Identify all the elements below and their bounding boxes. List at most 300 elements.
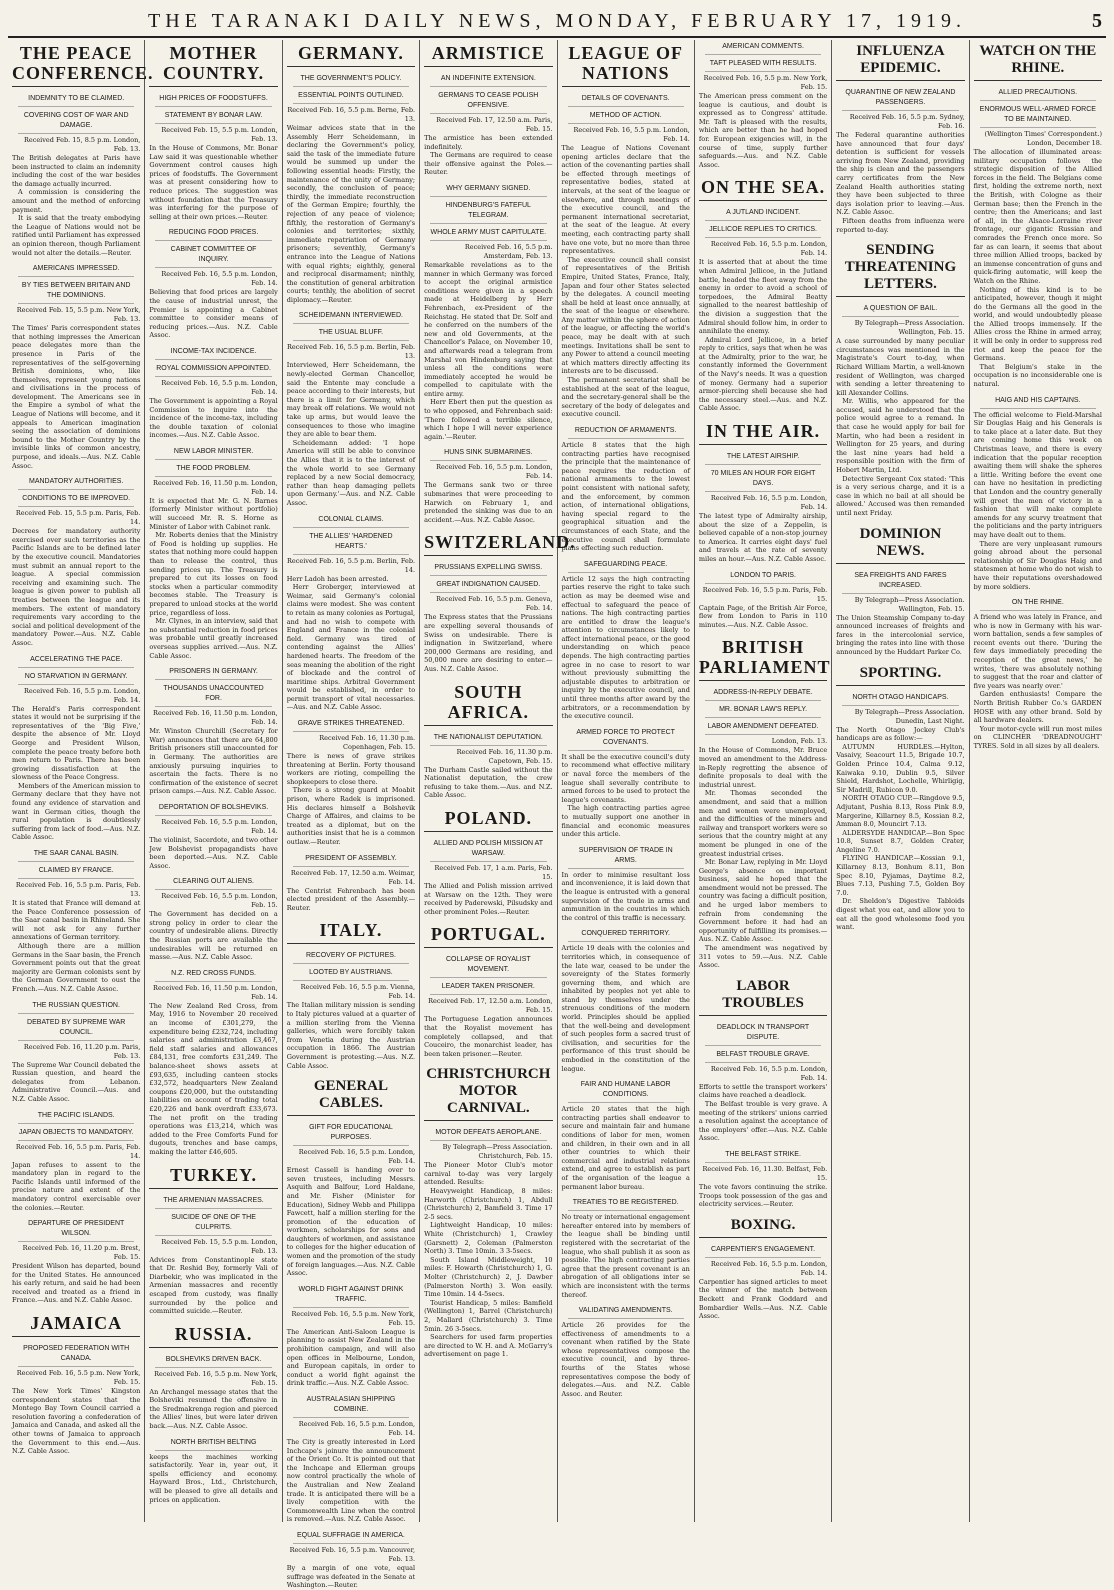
article-subheading: CARPENTIER'S ENGAGEMENT.: [705, 1243, 821, 1258]
article-subheading: JAPAN OBJECTS TO MANDATORY.: [18, 1126, 134, 1141]
article-paragraph: Japan refuses to assent to the mandatory plan in regard to the Pacific Islands until informed of the precise nature and extent of the mandatory control exercisable over the colonies.—Reuter.: [12, 1160, 141, 1212]
section: [424, 679, 552, 726]
article: [424, 837, 552, 916]
article-dateline: Received Feb. 17, 1 a.m. Paris, Feb. 15.: [434, 863, 553, 881]
section-headline: ITALY.: [287, 917, 415, 944]
article-dateline: Received Feb. 16, 11.50 p.m. London, Feb. 14.: [153, 478, 278, 496]
article-dateline: Received Feb. 16, 5.5 p.m. Paris, Feb. 14.: [15, 1142, 141, 1160]
section: [424, 805, 552, 832]
article: [149, 665, 277, 796]
article-paragraph: Herr Ebert then put the question as to who opposed, and Fehrenbach said: 'There followed a terrible silence, which I hope I will never experience again.'—Reuter.: [424, 398, 553, 441]
article-subheading: ALLIED PRECAUTIONS.: [980, 86, 1096, 101]
article-paragraph: In the House of Commons, Mr. Bonar Law said it was questionable whether Government control causes high prices of foodstuffs. The Government was at present considering how to reduce prices. The suggestion was without foundation that the Treasury was interfering for the purpose of selling at their own prices.—Reuter.: [149, 144, 278, 221]
article-paragraph: Mr. Winston Churchill (Secretary for War) announces that there are 64,800 British prisoners still unaccounted for in Germany. The authorities are anxiously pursuing inquiries to ascertain the facts. There is no confirmation of the existence of secret prison camps.—Aus. N.Z. Cable Assoc.: [149, 727, 278, 796]
article-paragraph: Your motor-cycle will run most miles on CLINCHER 'DREADNOUGHT' TYRES. Sold in all sizes by all dealers.: [973, 724, 1102, 750]
article: [149, 1436, 277, 1505]
article-paragraph: The Government is appointing a Royal Commission to inquire into the incidence of the income-tax, including the double taxation of colonial incomes.—Aus. N.Z. Cable Assoc.: [149, 396, 278, 440]
article-subheading: LABOR AMENDMENT DEFEATED.: [705, 720, 821, 735]
article-paragraph: Ernest Cassell is handing over to seven trustees, including Messrs. Asquith and Balfour, Lord Haldane, and Mr. Fisher (Minister for Education), Sidney Webb and Philippa Fawcett, half a million sterling for the promotion of the education of workmen, scholarships for sons and daughters of workmen, and assistance to colleges for the higher education of women and the promotion of the study of foreign languages.—Aus. N.Z. Cable Assoc.: [286, 1166, 416, 1278]
article: [424, 1126, 552, 1359]
section-headline: IN THE AIR.: [699, 418, 827, 445]
article-dateline: Received Feb. 16, 5.5 p.m. London, Feb. 14.: [710, 494, 828, 512]
article-paragraph: The Supreme War Council debated the Russian question, and heard the delegates from Lebanon. Administrative Council.—Aus. and N.Z. Cable Assoc.: [12, 1060, 141, 1103]
article-subheading: JELLICOE REPLIES TO CRITICS.: [705, 223, 821, 238]
section-headline: TURKEY.: [149, 1162, 277, 1189]
article: [287, 1529, 415, 1590]
article-subheading: ADDRESS-IN-REPLY DEBATE.: [705, 686, 821, 701]
article-subheading: GRAVE STRIKES THREATENED.: [293, 717, 409, 732]
section: [12, 40, 154, 87]
article-dateline: Received Feb. 16, 5.5 p.m. Paris, Feb. 15.: [702, 585, 828, 603]
article-dateline: Received Feb. 16, 5.5 p.m. Berlin, Feb. 13.: [287, 343, 416, 361]
article-subheading: EQUAL SUFFRAGE IN AMERICA.: [293, 1529, 409, 1544]
article-subheading: DEBATED BY SUPREME WAR COUNCIL.: [18, 1016, 134, 1041]
article-dateline: Received Feb. 16, 11.50 p.m. London, Feb. 14.: [153, 709, 278, 727]
article-paragraph: Article 20 states that the high contracting parties shall endeavor to secure and maintain fair and humane conditions of labor for men, women and children, in their own and in all other countries to which their commercial and industrial relations extend, and agree to establish as part of the organisation of the league a permanent labor bureau.: [561, 1105, 690, 1191]
article: [149, 875, 277, 962]
article-dateline: Received Feb. 16, 5.5 p.m. Vienna, Feb. 14.: [300, 983, 416, 1001]
article-subheading: REDUCING FOOD PRICES.: [155, 226, 271, 241]
article-paragraph: Heavyweight Handicap, 8 miles: Harworth (Christchurch) 1, Abdull (Christchurch) 2, Bamfield 3. Time 17 2-5 secs.: [424, 1187, 553, 1221]
article-paragraph: Mr. Bonar Law, replying in Mr. Lloyd George's absence on important business, said he hoped that the amendment would not be pressed. The country was facing a difficult position, and he urged labor members to refrain from condemning the Government before it had had an opportunity of fulfilling its promises.—Aus. N.Z. Cable Assoc.: [698, 858, 828, 944]
article-subheading: NEW LABOR MINISTER.: [155, 445, 271, 460]
article-subheading: ACCELERATING THE PACE.: [18, 653, 134, 668]
article-paragraph: The Herald's Paris correspondent states it would not be surprising if the representatives of the 'Big Five,' despite the absence of Mr. Lloyd George and President Wilson, complete the peace treaty before both men return to Paris. There has been growing dissatisfaction at the slowness of the Peace Congress.: [12, 704, 141, 782]
section: [836, 239, 964, 297]
article: [424, 182, 552, 441]
article: [287, 72, 415, 304]
article-dateline: Received Feb. 15, 8.5 p.m. London, Feb. 13.: [23, 136, 141, 153]
article-subheading: TAFT PLEASED WITH RESULTS.: [705, 57, 821, 72]
article-subheading: AMERICAN COMMENTS.: [705, 40, 821, 55]
article-subheading: SAFEGUARDING PEACE.: [568, 558, 684, 573]
article-paragraph: Captain Page, of the British Air Force, flew from London to Paris in 110 minutes.—Aus. N.Z. Cable Assoc.: [698, 603, 828, 629]
article: [699, 569, 827, 630]
article-subheading: REDUCTION OF ARMAMENTS.: [568, 424, 684, 439]
article-subheading: THE ARMENIAN MASSACRES.: [155, 1194, 271, 1209]
article-subheading: COLLAPSE OF ROYALIST MOVEMENT.: [430, 953, 546, 978]
article-subheading: NORTH OTAGO HANDICAPS.: [842, 691, 958, 706]
article-paragraph: In the House of Commons, Mr. Bruce moved an amendment to the Address-in-Reply regretting the absence of definite proposals to deal with the industrial unrest.: [698, 746, 828, 789]
article-subheading: COLONIAL CLAIMS.: [293, 513, 409, 528]
article-dateline: Received Feb. 16, 5.5 p.m. New York, Feb. 15.: [291, 1309, 416, 1327]
article-subheading: ESSENTIAL POINTS OUTLINED.: [293, 89, 409, 104]
article: [974, 596, 1102, 751]
article-paragraph: It is stated that France will demand at the Peace Conference possession of the Saar canal basin in Rhineland. She will not ask for any further annexations of German territory.: [12, 899, 141, 942]
article-subheading: DEPARTURE OF PRESIDENT WILSON.: [18, 1217, 134, 1242]
article-dateline: Received Feb. 16, 11.50 p.m. London, Feb. 14.: [153, 983, 278, 1001]
section-headline: RUSSIA.: [149, 1321, 277, 1348]
section-headline: GENERAL CABLES.: [287, 1075, 415, 1116]
article: [424, 561, 552, 673]
article: [562, 1304, 690, 1398]
article: [699, 686, 827, 969]
section: [836, 662, 964, 686]
article-paragraph: Nothing of this kind is to be anticipated, however, though it might do the Germans all the good in the world, and would undoubtedly please the Allied troops immensely. If the Allies cross the Rhine in armed array, it will be only in order to suppress red riot and keep the peace for the Germans.: [973, 285, 1102, 363]
article-dateline: Received Feb. 16, 11.20 p.m. Brest, Feb. 15.: [22, 1244, 141, 1262]
article-subheading: CABINET COMMITTEE OF INQUIRY.: [155, 243, 271, 268]
column-4: [420, 40, 576, 1522]
section: [287, 40, 415, 67]
article-dateline: Received Feb. 16, 5.5 p.m. London, Feb. 15.: [161, 892, 278, 910]
section: [424, 1063, 552, 1121]
article-subheading: N.Z. RED CROSS FUNDS.: [155, 967, 271, 982]
article-dateline: Received Feb. 16, 11.30 p.m. Copenhagen, Feb. 15.: [319, 734, 416, 752]
article: [287, 513, 415, 713]
section-headline: DOMINION NEWS.: [836, 523, 964, 564]
article-paragraph: Decrees for mandatory authority exercised over such territories as the Pacific Islands are to be defined later by the executive council. Mandatories must submit an annual report to the league. A special commission receiving and examining such. The league is given power to publish all treaties between the league and its members. The extent of mandatory requirements vary according to the social and political development of the mandatory Power.—Aus. N.Z. Cable Assoc.: [12, 527, 141, 647]
article-paragraph: The Express states that the Prussians are expelling several thousands of Swiss on undesirable. There is indignation in Switzerland, where 200,000 Germans are residing, and 50,000 more are desiring to enter.—Aus. N.Z. Cable Assoc.: [424, 613, 553, 673]
section: [562, 40, 690, 87]
article: [562, 424, 690, 553]
article: [974, 394, 1102, 591]
section: [974, 40, 1102, 81]
article-subheading: ROYAL COMMISSION APPOINTED.: [155, 362, 271, 377]
article-paragraph: Believing that food prices are largely the cause of industrial unrest, the Premier is appointing a Cabinet committee to consider means of reducing prices.—Aus. N.Z. Cable Assoc.: [149, 288, 278, 340]
article-paragraph: The Germans are required to cease their offensive against the Poles.—Reuter.: [424, 151, 553, 177]
article-subheading: WHY GERMANY SIGNED.: [430, 182, 546, 197]
article-dateline: Received Feb. 16, 5.5 p.m. Vancouver, Feb. 13.: [289, 1545, 416, 1563]
section: [424, 529, 576, 556]
section: [699, 174, 827, 201]
section-headline: MOTHER COUNTRY.: [149, 40, 277, 87]
article-paragraph: The violinist, Sacerdote, and two other Jew Bolshevist propagandists have been deported.—Aus. N.Z. Cable Assoc.: [149, 835, 278, 870]
article: [287, 949, 415, 1070]
section: [698, 634, 831, 681]
article-subheading: SCHEIDEMANN INTERVIEWED.: [293, 309, 409, 324]
article-paragraph: The Federal quarantine authorities have announced that four days' detention is sufficient for vessels arriving from New Zealand, providing the ship is clean and the passengers carry certificates from the New Zealand Health authorities stating they have been subjected to three days isolation prior to leaving.—Aus. N.Z. Cable Assoc.: [836, 131, 965, 217]
section: [287, 917, 415, 944]
article-paragraph: The Government has decided on a strong policy in order to clear the country of undesirable aliens. Directly the Russian ports are available the undesirables will be returned en masse.—Aus. N.Z. Cable Assoc.: [149, 910, 278, 962]
section-headline: BOXING.: [699, 1214, 827, 1238]
article-paragraph: The New Zealand Red Cross, from May, 1916 to November 20 received an income of £301,279, the expenditure being £232,724, including salaries and administration £3,467, field staff salaries and allowances £84,131, free comforts £31,249. The balance-sheet shows assets at £93,635, including canteen stocks £32,572, headquarters New Zealand coupons £20,000, but the outstanding liabilities on account of trading total £20,226 and bank overdraft £33,673. The net profit on the trading operations was £13,214, which was added to the Free Comforts Fund for dugouts, trenches and base camps, making the latter £46,605.: [149, 1001, 278, 1156]
article-paragraph: The allocation of illuminated areas: military occupation follows the strategic disposition of the Allied forces in the field. The Belgians come first, holding the extreme north, next the British, with Cologne as their German base; then the French in the centre; then the Americans; and last of all, in the Alsace-Lorraine river frontage, our gigantic Russian and comrades the French once more. So far as can learn, it seems that about three million Allied troops, backed by an immense concentration of guns and quick-firing automatic, will keep the Watch on the Rhine.: [973, 148, 1102, 285]
article-dateline: By Telegraph—Press Association. Wellington, Feb. 15.: [854, 319, 965, 337]
article-paragraph: The City is greatly interested in Lord Inchcape's joinure the announcement of the Orient Co. It is pointed out that the Inchcape and Ellerman groups now control practically the whole of the Australian and New Zealand trade. It is anticipated there will be a lively competition with the Commonwealth Line when the control is removed.—Aus. N.Z. Cable Assoc.: [286, 1438, 416, 1524]
article: [424, 72, 552, 177]
article-subheading: THE USUAL BLUFF.: [293, 326, 409, 341]
article-subheading: A QUESTION OF BAIL.: [842, 302, 958, 317]
article-paragraph: keeps the machines working satisfactorily. Year in, year out, it spells efficiency and economy. Hayward Bros., Ltd., Christchurch, will be pleased to give all details and prices on application.: [149, 1452, 278, 1504]
article-subheading: PRESIDENT OF ASSEMBLY.: [293, 852, 409, 867]
article-paragraph: The amendment was negatived by 311 votes to 59.—Aus. N.Z. Cable Assoc.: [698, 944, 828, 970]
article: [149, 967, 277, 1157]
article-paragraph: Herr Groberger, interviewed at Weimar, said Germany's colonial claims were modest. She was content to retain as many colonies as Portugal, and had no wish to compete with England and France in the colonial field. Germany was tired of contending against the Allies' hardened hearts. The freedom of the seas meaning the abolition of the right of blockade and the control of maritime ships. Arbitral Government would be established, in order to permit transport of vital necessaries.—Aus. and N.Z. Cable Assoc.: [286, 583, 416, 712]
article-paragraph: Tourist Handicap, 5 miles: Bamfield (Wellington) 1, Barrel (Christchurch) 2, Mallard (Christchurch) 3. Time 5min. 26 3-5secs.: [424, 1298, 553, 1333]
article-paragraph: FLYING HANDICAP.—Kossian 9.1, Killarney 8.13, Bonhum 8.11, Bon Spec 8.10, Pyjamas, Daytime 8.2, Blues 7.13, Pushing 7.5, Golden Boy 7.0.: [836, 854, 965, 897]
article-paragraph: A commission is considering the amount and the method of enforcing payment.: [12, 188, 141, 214]
article-dateline: By Telegraph—Press Association. Christchurch, Feb. 15.: [442, 1143, 553, 1161]
article-subheading: INDEMNITY TO BE CLAIMED.: [18, 92, 134, 107]
article-paragraph: The North Otago Jockey Club's handicaps are as follow:—: [836, 725, 965, 743]
column-2: [145, 40, 282, 1522]
article-dateline: Received Feb. 16, 5.5 p.m. London, Feb. 14.: [710, 240, 828, 258]
article-paragraph: By a margin of one vote, equal suffrage was defeated in the Senate at Washington.—Reuter.: [286, 1563, 416, 1590]
article-subheading: DEADLOCK IN TRANSPORT DISPUTE.: [705, 1021, 821, 1046]
article-paragraph: The Times' Paris correspondent states that nothing impresses the American peace delegates more than the presence in Paris of the representatives of the self-governing British dominions, who, like themselves, represent young nations and civilisations in the process of development. The Americans see in the Empire a symbol of what the League of Nations will become, and it appeals to American imagination seeing the association of dominions bound to the Mother Country by the invisible links of common ancestry, purpose, and ideals.—Aus. N.Z. Cable Assoc.: [12, 324, 141, 470]
article-paragraph: Lightweight Handicap, 10 miles: White (Christchurch) 1, Crawley (Garsnett) 2, Coleman (Palmerston North) 3. Time 10min. 3 3-5secs.: [424, 1221, 553, 1256]
section-headline: LEAGUE OF NATIONS: [562, 40, 690, 87]
article: [12, 653, 140, 843]
section: [836, 523, 964, 564]
article: [12, 262, 140, 470]
article-subheading: DEPORTATION OF BOLSHEVIKS.: [155, 801, 271, 816]
article: [12, 999, 140, 1104]
article-paragraph: The armistice has been extended indefinitely.: [424, 134, 553, 151]
article-subheading: NORTH BRITISH BELTING: [155, 1436, 271, 1451]
article: [562, 92, 690, 419]
article-paragraph: There is a strong guard at Moabit prison, where Radek is imprisoned. His declares himself a Bolshevik Charge of Affaires, and claims to be treated as a diplomat, but on the authorities insist that he is a common outlaw.—Reuter.: [286, 786, 416, 846]
article: [836, 569, 964, 657]
article-paragraph: ALDERSYDE HANDICAP.—Bon Spec 10.8, Sunset 8.7, Golden Crater, Angeline 7.0.: [836, 828, 965, 854]
column-7: [832, 40, 969, 1522]
section: [287, 1075, 415, 1116]
article-subheading: BOLSHEVIKS DRIVEN BACK.: [155, 1353, 271, 1368]
article-paragraph: In order to minimise resultant loss and inconvenience, it is laid down that the league is entrusted with a general supervision of the trade in arms and ammunition in the countries in which the control of this traffic is necessary.: [561, 870, 690, 922]
article-paragraph: Members of the American mission to Germany declare that they have not found any evidence of starvation and want in German cities, though the rural population is doubtlessly suffering from lack of food.—Aus. N.Z. Cable Assoc.: [12, 781, 141, 842]
newspaper-columns: [8, 40, 1106, 1590]
column-8: [970, 40, 1106, 1522]
article-dateline: Received Feb. 16, 5.5 p.m. Berlin, Feb. 14.: [287, 556, 416, 574]
article-dateline: Received Feb. 16, 5.5 p.m. London, Feb. 14.: [436, 463, 553, 481]
article-subheading: WHOLE ARMY MUST CAPITULATE.: [430, 226, 546, 241]
article-dateline: Received Feb. 16, 5.5 p.m. New York, Feb. 15.: [16, 1369, 141, 1387]
article-dateline: Received Feb. 17, 12.50 a.m. Weimar, Feb. 14.: [290, 868, 416, 886]
article-subheading: MANDATORY AUTHORITIES.: [18, 475, 134, 490]
article-paragraph: The Germans sank two or three submarines that were proceeding to Harwich on February 1, and pretended the sinking was due to an accident.—Aus. N.Z. Cable Assoc.: [424, 481, 553, 524]
article-subheading: GREAT INDIGNATION CAUSED.: [430, 578, 546, 593]
article: [287, 1393, 415, 1524]
article-subheading: STATEMENT BY BONAR LAW.: [155, 109, 271, 124]
article-subheading: THOUSANDS UNACCOUNTED FOR.: [155, 682, 271, 707]
section-headline: INFLUENZA EPIDEMIC.: [836, 40, 964, 81]
article: [12, 92, 140, 257]
article-paragraph: Mr. Roberts denies that the Ministry of Food is holding up supplies. He states that nothing more could happen than to release the control, thus sending prices up. The Treasury is prepared to cut its losses on food stocks when a particular commodity becomes stable. The Treasury is prepared to unload stocks at the world price, regardless of loss.: [149, 531, 278, 617]
article-subheading: COVERING COST OF WAR AND DAMAGE.: [18, 109, 134, 134]
article-paragraph: Mr. Thomas seconded the amendment, and said that a million men and women were unemployed, and the difficulties of the miners and railway and transport workers were so serious that the country might at any moment be plunged in one of the greatest industrial crises.: [698, 789, 828, 858]
article-subheading: TREATIES TO BE REGISTERED.: [568, 1196, 684, 1211]
article: [149, 92, 277, 221]
section: [12, 1310, 140, 1337]
article-paragraph: Mr. Willis, who appeared for the accused, said he understood that the police would agree to a remand. In that case he would apply for bail for Martin, who had been a resident in Wellington for 25 years, and during the last nine years had held a responsible position with the firm of Hobert Martin, Ltd.: [836, 397, 965, 475]
article-dateline: Received Feb. 16, 5.5 p.m. Sydney, Feb. 16.: [849, 113, 965, 130]
article-paragraph: Efforts to settle the transport workers' claims have reached a deadlock.: [698, 1082, 828, 1100]
article-paragraph: Weimar advices state that in the Assembly Herr Scheidemann, in declaring the Government's policy, said the task of the immediate future would be summed up under the following essential heads: Firstly, the maintenance of the unity of Germany; secondly, the conclusion of peace; thirdly, the immediate reconstruction of the German Empire; fourthly, the rejection of any peace of violence; fifthly, the restoration of Germany's colonies and territories; sixthly, immediate repatriation of Germany prisoners; seventhly, Germany's entrance into the League of Nations with equal rights; eighthly, general and reciprocal disarmament; ninthly, the constitution of general arbitration courts; tenthly, the abolition of secret diplomacy.—Reuter.: [286, 124, 416, 304]
section-headline: SWITZERLAND.: [424, 529, 552, 556]
article-subheading: ALLIED AND POLISH MISSION AT WARSAW.: [430, 837, 546, 862]
section-headline: THE PEACE CONFERENCE.: [12, 40, 140, 87]
article-subheading: THE BELFAST STRIKE.: [705, 1148, 821, 1163]
article: [12, 1109, 140, 1213]
article: [287, 852, 415, 913]
article-dateline: Received Feb. 16, 5.5 p.m. London, Feb. 14.: [573, 126, 690, 143]
article-dateline: Received Feb. 16, 5.5 p.m. Paris, Feb. 13.: [15, 881, 141, 899]
article-paragraph: South Island Middleweight, 10 miles: F. Howarth (Christchurch) 1, G. Molter (Christchurch) 2, J. Dawber (Palmerston North) 3. Won easily. Time 10min. 14 4-5secs.: [424, 1255, 553, 1299]
article-subheading: THE FOOD PROBLEM.: [155, 462, 271, 477]
article-dateline: By Telegraph—Press Association. Wellington, Feb. 15.: [854, 595, 965, 613]
article-dateline: Received Feb. 15, 5.5 p.m. London, Feb. 13.: [161, 1237, 278, 1255]
article-subheading: PRUSSIANS EXPELLING SWISS.: [430, 561, 546, 576]
section-headline: ARMISTICE: [424, 40, 552, 67]
article-paragraph: President Wilson has departed, bound for the United States. He announced his early return, and said he had been received and treated as a friend in France.—Aus. and N.Z. Cable Assoc.: [12, 1262, 141, 1305]
section: [424, 40, 552, 67]
section-headline: PORTUGAL.: [424, 921, 552, 948]
article-subheading: QUARANTINE OF NEW ZEALAND PASSENGERS.: [842, 86, 958, 111]
article: [287, 309, 415, 507]
article-dateline: By Telegraph—Press Association. Dunedin, Last Night.: [854, 707, 965, 725]
article: [424, 953, 552, 1058]
article-paragraph: Article 26 provides for the effectiveness of amendments to a covenant when ratified by the State whose representatives compose the executive council, and by three-fourths of the States whose representatives compose the body of delegates.—Aus. and N.Z. Cable Assoc. and Reuter.: [561, 1321, 690, 1398]
article-subheading: THE GOVERNMENT'S POLICY.: [293, 72, 409, 87]
article-subheading: SUPERVISION OF TRADE IN ARMS.: [568, 844, 684, 869]
article: [287, 717, 415, 847]
article-paragraph: The American press comment on the league is cautious, and doubt is expressed as to Congress' attitude. Mr. Taft is pleased with the results, which are better than he had hoped for. European exigencies will, in the course of time, supply further safeguards.—Aus. and N.Z. Cable Assoc.: [698, 92, 828, 169]
article-subheading: CONQUERED TERRITORY.: [568, 927, 684, 942]
article-subheading: CONDITIONS TO BE IMPROVED.: [18, 492, 134, 507]
article: [12, 475, 140, 647]
article-paragraph: Article 8 states that the high contracting parties have recognised the principle that the maintenance of peace requires the reduction of national armaments to the lowest point consistent with national safety, and the enforcement, by common action, of international obligations, having special regard to the geographical situation and the circumstances of each State, and the executive council shall formulate plans effecting such reduction.: [561, 441, 690, 553]
article-subheading: ON THE RHINE.: [980, 596, 1096, 611]
article: [149, 1353, 277, 1431]
article-paragraph: The Allied and Polish mission arrived at Warsaw on the 12th. They were received by Paderewski, Pilsudsky and other prominent Poles.—Reuter.: [424, 881, 553, 916]
article-paragraph: The high contracting parties agree to mutually support one another in financial and economic measures under this article.: [561, 804, 690, 839]
article-paragraph: It is asserted that at about the time when Admiral Jellicoe, in the Jutland battle, headed the fleet away from the enemy in order to avoid a school of torpedoes, the Admiral Beatty signalled to the nearest battleship of the division a suggestion that the Admiral should follow him, in order to annihilate the enemy.: [698, 258, 828, 336]
article-dateline: Received Feb. 16, 11.30 p.m. Capetown, Feb. 15.: [456, 747, 553, 765]
article: [149, 801, 277, 870]
article: [699, 450, 827, 564]
article: [562, 844, 690, 923]
article-subheading: RECOVERY OF PICTURES.: [293, 949, 409, 964]
article-subheading: HINDENBURG'S FATEFUL TELEGRAM.: [430, 199, 546, 224]
article-subheading: HUNS SINK SUBMARINES.: [430, 446, 546, 461]
article-paragraph: Herr Ladoh has been arrested.: [286, 574, 389, 583]
article-dateline: Received Feb. 16, 5.5 p.m. New York, Feb. 15.: [154, 1369, 278, 1387]
article-subheading: HIGH PRICES OF FOODSTUFFS.: [155, 92, 271, 107]
article: [974, 86, 1102, 389]
article-subheading: NO STARVATION IN GERMANY.: [18, 670, 134, 685]
article-paragraph: Scheidemann added: 'I hope America will still be able to convince the Allies that it is to the interest of the whole world to see Germany replaced by a new Social democracy, rather than heap damaging pellets upon Germany.'—Aus. and N.Z. Cable Assoc.: [286, 438, 416, 507]
article-paragraph: The Union Steamship Company to-day announced increases of freights and fares in the intercolonial service, bringing the rates into line with those announced by the Huddart Parker Co.: [836, 613, 965, 656]
article-dateline: Received Feb. 15, 5.5 p.m. New York, Feb. 13.: [16, 306, 141, 324]
article-paragraph: Although there are a million Germans in the Saar basin, the French Government points out that the great majority are German colonists sent by the German Government to oust the French.—Aus. N.Z. Cable Assoc.: [12, 942, 141, 993]
article-paragraph: The Belfast trouble is very grave. A meeting of the strikers' unions carried a resolution against the acceptance of the employers' offer.—Aus. N.Z. Cable Assoc.: [698, 1100, 828, 1143]
article-paragraph: AUTUMN HURDLES.—Hylton, Vasaivy, Seacourt 11.5, Brigade 10.7, Golden Prince 10.4, Calma 9.12, Kaiwaka 9.10, Dublin 9.5, Silver Shield, Hardshot, Lochelle, Whirligig, Sir Madrill, Rubicon 9.0.: [836, 742, 965, 794]
article-subheading: AUSTRALASIAN SHIPPING COMBINE.: [293, 1393, 409, 1418]
column-6: [695, 40, 832, 1522]
article-paragraph: It shall be the executive council's duty to recommend what effective military or naval force the members of the league shall severally contribute to armed forces to be used to protect the league's covenants.: [561, 752, 690, 804]
article-subheading: MR. BONAR LAW'S REPLY.: [705, 703, 821, 718]
article-subheading: LONDON TO PARIS.: [705, 569, 821, 584]
article-subheading: LEADER TAKEN PRISONER.: [430, 980, 546, 995]
article-dateline: (Wellington Times' Correspondent.) London, December 18.: [984, 130, 1102, 147]
article: [424, 446, 552, 524]
article-paragraph: Article 19 deals with the colonies and territories which, in consequence of the late war, ceased to be under the sovereignty of the States formerly governing them, and which are inhabited by peoples not yet able to stand by themselves under the strenuous conditions of the modern world. Principles should be applied that the well-being and development of such peoples form a sacred trust of civilisation, and securities for the performance of this trust should be embodied in the constitution of the league.: [561, 944, 690, 1073]
article-dateline: Received Feb. 16, 5.5 p.m. London, Feb. 14.: [298, 1148, 416, 1166]
article-subheading: ENORMOUS WELL-ARMED FORCE TO BE MAINTAINED.: [980, 103, 1096, 128]
article-paragraph: The British delegates at Paris have been instructed to claim an indemnity including the cost of the war besides the damage actually incurred.: [12, 154, 141, 188]
article-paragraph: The Pioneer Motor Club's motor carnival to-day was very largely attended. Results:: [424, 1161, 553, 1187]
section-headline: ON THE SEA.: [699, 174, 827, 201]
article-paragraph: There are very unpleasant rumours going abroad about the personal relationship of Sir Douglas Haig and statesmen at home who do not wish to have their reputations overshadowed by more soldiers.: [973, 539, 1102, 591]
article-dateline: Received Feb. 17, 12.50 a.m. London, Feb. 15.: [428, 997, 553, 1015]
article-paragraph: The vote favors continuing the strike. Troops took possession of the gas and electricity services.—Reuter.: [698, 1182, 828, 1209]
article-subheading: BY TIES BETWEEN BRITAIN AND THE DOMINIONS.: [18, 279, 134, 304]
article-dateline: Received Feb. 16, 5.5 p.m. London, Feb. 14.: [161, 270, 278, 288]
section-headline: LABOR TROUBLES: [699, 975, 827, 1016]
article-paragraph: The latest type of Admiralty airship, about the size of a Zeppelin, is believed capable of a non-stop journey to America. It carries eight days' fuel and travels at the rate of seventy miles an hour.—Aus. N.Z. Cable Assoc.: [698, 512, 828, 563]
column-1: [8, 40, 154, 1522]
article: [562, 558, 690, 721]
article-paragraph: There is news of grave strikes threatening at Berlin. Forty thousand workers are rioting, compelling the shopkeepers to close there.: [286, 752, 416, 786]
article: [12, 1342, 140, 1456]
section-headline: WATCH ON THE RHINE.: [974, 40, 1102, 81]
article-paragraph: Garden enthusiasts! Compare the North British Rubber Co.'s GARDEN HOSE with any other brand. Sold by all hardware dealers.: [973, 690, 1102, 725]
section: [699, 975, 827, 1016]
section-headline: CHRISTCHURCH MOTOR CARNIVAL.: [424, 1063, 552, 1121]
article-subheading: AN INDEFINITE EXTENSION.: [430, 72, 546, 87]
article: [562, 726, 690, 839]
article-subheading: BELFAST TROUBLE GRAVE.: [705, 1048, 821, 1063]
article-paragraph: Remarkable revelations as to the manner in which Germany was forced to accept the original armistice conditions were given in a speech made at Heidelberg by Herr Fehrenbach, ex-President of the Reichstag. He stated that Dr. Solf and he conferred on the numbers of the new and old Governments, at the Chancellor's Palace, on November 10, and afterwards read a telegram from Marshal von Hindenburg saying that unless all the conditions were immediately accepted he would be compelled to capitulate with the entire army.: [424, 260, 553, 398]
article-paragraph: The Durham Castle sailed without the Nationalist deputation, the crew refusing to take them.—Aus. and N.Z. Cable Assoc.: [424, 765, 553, 800]
article-subheading: THE ALLIES' 'HARDENED HEARTS.': [293, 530, 409, 555]
article: [149, 226, 277, 340]
article-dateline: Received Feb. 16, 5.5 p.m. London, Feb. 14.: [298, 1420, 416, 1437]
article-subheading: DETAILS OF COVENANTS.: [568, 92, 684, 107]
article-paragraph: Advices from Constantinople state that Dr. Reshid Bey, formerly Vali of Diarbekir, who was implicated in the Armenian massacres and recently escaped from custody, was finally surrounded by the police and committed suicide.—Reuter.: [149, 1255, 278, 1316]
article: [149, 345, 277, 440]
section: [149, 1321, 277, 1348]
article-subheading: THE RUSSIAN QUESTION.: [18, 999, 134, 1014]
section: [149, 1162, 277, 1189]
article: [424, 731, 552, 800]
article-dateline: Received Feb. 16, 5.5 p.m. Amsterdam, Feb. 13.: [464, 242, 553, 260]
article: [836, 302, 964, 517]
section: [699, 418, 827, 445]
article: [12, 847, 140, 994]
article: [562, 1196, 690, 1299]
article-subheading: HAIG AND HIS CAPTAINS.: [980, 394, 1096, 409]
article-subheading: INCOME-TAX INCIDENCE.: [155, 345, 271, 360]
article: [562, 1078, 690, 1191]
article-paragraph: The permanent secretariat shall be established at the seat of the league, and the secretary-general shall be the secretary of the body of delegates and executive council.: [561, 376, 690, 419]
article-subheading: PRISONERS IN GERMANY.: [155, 665, 271, 680]
section-headline: SENDING THREATENING LETTERS.: [836, 239, 964, 297]
page-number: 5: [1092, 10, 1102, 32]
article: [836, 691, 964, 932]
article: [287, 1283, 415, 1388]
article-paragraph: Interviewed, Herr Scheidemann, the newly-elected German Chancellor, said the Entente may conclude a peace according to their interests, but there is a limit for Germany, which may break off relations. We would not take up arms, but would leave the consequences to those who imagine they are able to bear them.: [286, 361, 416, 439]
article-paragraph: It is said that the treaty embodying the League of Nations would not be ratified until Parliament has expressed an opinion thereon, though Parliament would not alter the details.—Reuter.: [12, 214, 141, 257]
article-subheading: AMERICANS IMPRESSED.: [18, 262, 134, 277]
article-paragraph: That Belgium's stake in the occupation is no inconsiderable one is natural.: [973, 362, 1102, 389]
article-subheading: PROPOSED FEDERATION WITH CANADA.: [18, 1342, 134, 1367]
article-dateline: Received Feb. 16, 5.5 p.m. London, Feb. 14.: [23, 686, 141, 704]
section-headline: BRITISH PARLIAMENT: [699, 634, 827, 681]
article-subheading: GERMANS TO CEASE POLISH OFFENSIVE.: [430, 89, 546, 114]
article-paragraph: The Italian military mission is sending to Italy pictures valued at a quarter of a million sterling from the Vienna galleries, which were forcibly taken from Venetia during the Austrian occupation in 1866. The Austrian Government is protesting.—Aus. N.Z. Cable Assoc.: [286, 1001, 416, 1070]
article-subheading: LOOTED BY AUSTRIANS.: [293, 966, 409, 981]
article-dateline: Received Feb. 16, 5.5 p.m. Geneva, Feb. 14.: [436, 595, 553, 613]
article-subheading: MOTOR DEFEATS AEROPLANE.: [430, 1126, 546, 1141]
article-dateline: Received Feb. 16, 5.5 p.m. London, Feb. 14.: [710, 1259, 828, 1277]
article-subheading: THE NATIONALIST DEPUTATION.: [430, 731, 546, 746]
article-paragraph: Article 12 says the high contracting parties reserve the right to take such action as may be deemed wise and effectual to safeguard the peace of nations. The high contracting parties are entitled to draw the league's attention to circumstances likely to affect international peace, or the good understanding on which peace depends. The high contracting parties agree in no case to resort to war without previously submitting the adjustable disputes to arbitration or inquiry by the executive council, and until three months after award by the arbitrators, or a recommendation by the executive council.: [561, 574, 690, 721]
article-dateline: Received Feb. 16, 5.5 p.m. London, Feb. 14.: [710, 1064, 828, 1082]
section: [836, 40, 964, 81]
article-dateline: Received Feb. 17, 12.50 a.m. Paris, Feb. 15.: [436, 116, 553, 133]
article-subheading: SEA FREIGHTS AND FARES INCREASED.: [842, 569, 958, 594]
